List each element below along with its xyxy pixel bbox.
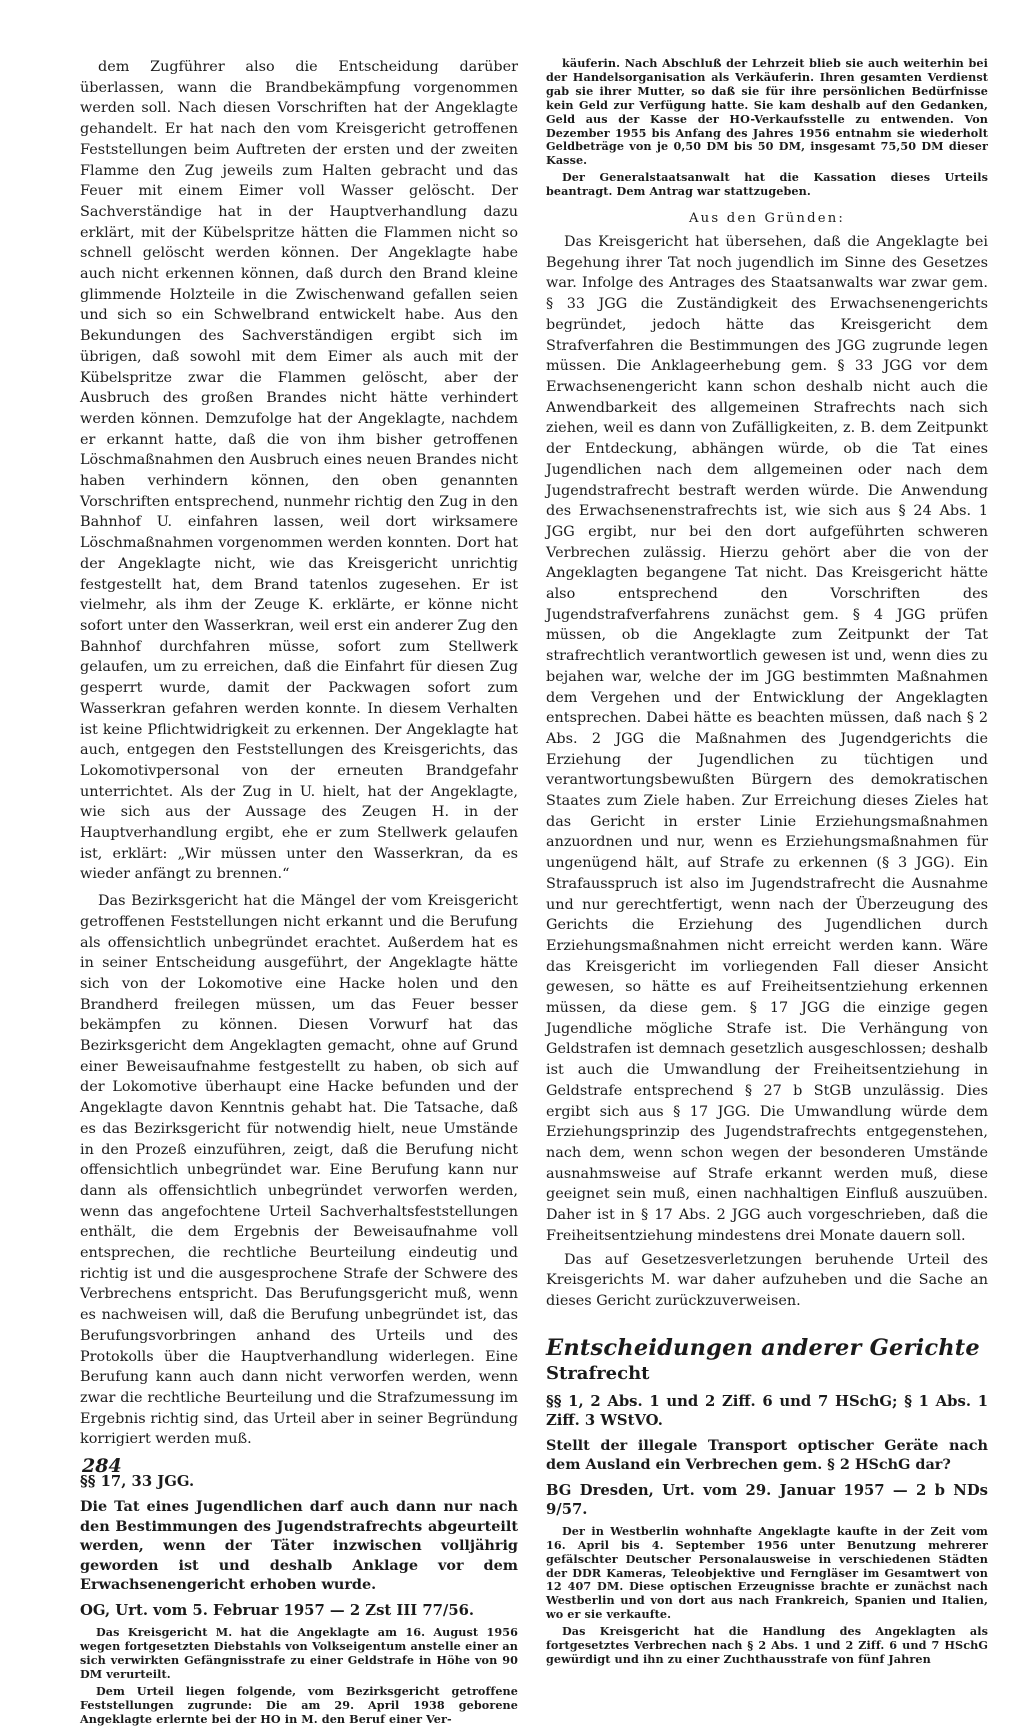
- case-facts-paragraph: Das Kreisgericht hat die Handlung des Angeklagten als fortgesetztes Verbrechen nach § 2 Abs. 1 und 2 Ziff. 6 und 7 HSchG gewürdigt und ihn zu einer Zuchthausstrafe von fünf Jahren: [546, 1624, 988, 1666]
- case-facts-paragraph: Der Generalstaatsanwalt hat die Kassation dieses Urteils beantragt. Dem Antrag war stattzugeben.: [546, 170, 988, 199]
- page-number: 284: [82, 1455, 122, 1477]
- statute-reference: §§ 17, 33 JGG.: [80, 1473, 195, 1491]
- subsection-title: Strafrecht: [546, 1362, 650, 1384]
- case-facts-paragraph: Der in Westberlin wohnhafte Angeklagte kaufte in der Zeit vom 16. April bis 4. September 1956 unter Benutzung mehrerer gefälschter Deutscher Personalausweise in verschiedenen Städten der DDR Kameras, Teleobjektive und Ferngläser im Gesamtwert von 12 407 DM. Diese optischen Erzeugnisse brachte er zunächst nach Westberlin und von dort aus nach Frankreich, Spanien und Italien, wo er sie verkaufte.: [546, 1523, 988, 1622]
- paragraph: Das Kreisgericht hat übersehen, daß die Angeklagte bei Begehung ihrer Tat noch jugendlich im Sinne des Gesetzes war. Infolge des Antrages des Staatsanwalts war zwar gem. § 33 JGG die Zuständigkeit des Erwachsenengerichts begründet, jedoch hätte das Kreisgericht dem Strafverfahren die Bestimmungen des JGG zugrunde legen müssen. Die Anklageerhebung gem. § 33 JGG vor dem Erwachsenengericht kann schon deshalb nicht auch die Anwendbarkeit des allgemeinen Strafrechts nach sich ziehen, weil es dann von Zufälligkeiten, z. B. dem Zeitpunkt der Entdeckung, abhängen würde, ob die Tat eines Jugendlichen nach dem allgemeinen oder nach dem Jugendstrafrecht bestraft werden würde. Die Anwendung des Erwachsenenstrafrechts ist, wie sich aus § 24 Abs. 1 JGG ergibt, nur bei den dort aufgeführten schweren Verbrechen zulässig. Hierzu gehört aber die von der Angeklagten begangene Tat nicht. Das Kreisgericht hätte also entsprechend den Vorschriften des Jugendstrafverfahrens zunächst gem. § 4 JGG prüfen müssen, ob die Angeklagte zum Zeitpunkt der Tat strafrechtlich verantwortlich gewesen ist und, wenn dies zu bejahen war, welche der im JGG bestimmten Maßnahmen dem Vergehen und der Entwicklung der Angeklagten entsprechen. Dabei hätte es beachten müssen, daß nach § 2 Abs. 2 JGG die Maßnahmen des Jugendgerichts die Erziehung der Jugendlichen zu tüchtigen und verantwortungsbewußten Bürgern des demokratischen Staates zum Ziele haben. Zur Erreichung dieses Zieles hat das Gericht in erster Linie Erziehungsmaßnahmen anzuordnen und nur, wenn es Erziehungsmaßnahmen für ungenügend hält, auf Strafe zu erkennen (§ 3 JGG). Ein Strafausspruch ist also im Jugendstrafrecht die Ausnahme und nur gerechtfertigt, wenn nach der Überzeugung des Gerichts die Erziehung des Jugendlichen durch Erziehungsmaßnahmen nicht erreicht werden kann. Wäre das Kreisgericht im vorliegenden Fall dieser Ansicht gewesen, so hätte es auf Freiheitsentziehung erkennen müssen, da diese gem. § 17 JGG die einzige gegen Jugendliche mögliche Strafe ist. Die Verhängung von Geldstrafen ist demnach gesetzlich ausgeschlossen; deshalb ist auch die Umwandlung der Freiheitsentziehung in Geldstrafe entsprechend § 27 b StGB unzulässig. Dies ergibt sich aus § 17 JGG. Die Umwandlung würde dem Erziehungsprinzip des Jugendstrafrechts entgegenstehen, nach dem, wenn schon wegen der besonderen Umstände ausnahmsweise auf Strafe erkannt werden muß, diese geeignet sein muß, einen nachhaltigen Einfluß auszuüben. Daher ist in § 17 Abs. 2 JGG auch vorgeschrieben, daß die Freiheitsentziehung mindestens drei Monate dauern soll.: [546, 234, 988, 1244]
- case-facts-paragraph: Dem Urteil liegen folgende, vom Bezirksgericht getroffene Feststellungen zugrunde: Die am 29. April 1938 geborene Angeklagte erlernte bei der HO in M. den Beruf einer Ver-: [80, 1683, 518, 1726]
- court-citation: OG, Urt. vom 5. Februar 1957 — 2 Zst III 77/56.: [80, 1602, 475, 1620]
- paragraph: Das Bezirksgericht hat die Mängel der vom Kreisgericht getroffenen Feststellungen nicht erkannt und die Berufung als offensichtlich unbegründet erachtet. Außerdem hat es in seiner Entscheidung ausgeführt, der Angeklagte hätte sich von der Lokomotive eine Hacke holen und den Brandherd freilegen müssen, um das Feuer besser bekämpfen zu können. Diesen Vorwurf hat das Bezirksgericht dem Angeklagten gemacht, ohne auf Grund einer Beweisaufnahme festgestellt zu haben, ob sich auf der Lokomotive überhaupt eine Hacke befunden und der Angeklagte davon Kenntnis gehabt hat. Die Tatsache, daß es das Bezirksgericht für notwendig hielt, neue Umstände in den Prozeß einzuführen, zeigt, daß die Berufung nicht offensichtlich unbegründet war. Eine Berufung kann nur dann als offensichtlich unbegründet verworfen werden, wenn das angefochtene Urteil Sachverhaltsfeststellungen enthält, die dem Ergebnis der Beweisaufnahme voll entsprechen, die rechtliche Beurteilung eindeutig und richtig ist und die ausgesprochene Strafe der Schwere des Verbrechens entspricht. Das Berufungsgericht muß, wenn es nachweisen will, daß die Berufung unbegründet ist, das Berufungsvorbringen anhand des Urteils und des Protokolls über die Hauptverhandlung widerlegen. Eine Berufung kann auch dann nicht verworfen werden, wenn zwar die rechtliche Beurteilung und die Strafzumessung im Ergebnis richtig sind, das Urteil aber in seiner Begründung korrigiert werden muß.: [80, 893, 518, 1448]
- reasons-heading: Aus den Gründen:: [688, 211, 846, 227]
- court-citation: BG Dresden, Urt. vom 29. Januar 1957 — 2 b NDs 9/57.: [546, 1481, 988, 1518]
- paragraph: Das auf Gesetzesverletzungen beruhende Urteil des Kreisgerichts M. war daher aufzuheben und die Sache an dieses Gericht zurückzuverweisen.: [546, 1251, 988, 1309]
- paragraph: dem Zugführer also die Entscheidung darüber überlassen, wann die Brandbekämpfung vorgenommen werden soll. Nach diesen Vorschriften hat der Angeklagte gehandelt. Er hat nach den vom Kreisgericht getroffenen Feststellungen beim Auftreten der ersten und der zweiten Flamme den Zug jeweils zum Halten gebracht und das Feuer mit einem Eimer voll Wasser gelöscht. Der Sachverständige hat in der Hauptverhandlung dazu erklärt, mit der Kübelspritze hätten die Flammen nicht so schnell gelöscht werden können. Der Angeklagte habe auch nicht erkennen können, daß durch den Brand kleine glimmende Holzteile in die Zwischenwand gefallen seien und sich so ein Schwelbrand entwickelt habe. Aus den Bekundungen des Sachverständigen ergibt sich im übrigen, daß sowohl mit dem Eimer als auch mit der Kübelspritze zwar die Flammen gelöscht, aber der Ausbruch des großen Brandes nicht hätte verhindert werden können. Demzufolge hat der Angeklagte, nachdem er erkannt hatte, daß die von ihm bisher getroffenen Löschmaßnahmen den Ausbruch eines neuen Brandes nicht haben verhindern können, den oben genannten Vorschriften entsprechend, nunmehr richtig den Zug in den Bahnhof U. einfahren lassen, weil dort wirksamere Löschmaßnahmen vorgenommen werden konnten. Dort hat der Angeklagte nicht, wie das Kreisgericht unrichtig festgestellt hat, dem Brand tatenlos zugesehen. Er ist vielmehr, als ihm der Zeuge K. erklärte, er könne nicht sofort unter den Wasserkran, weil erst ein anderer Zug den Bahnhof durchfahren müsse, sofort zum Stellwerk gelaufen, um zu erreichen, daß die Einfahrt für diesen Zug gesperrt wurde, damit der Packwagen sofort zum Wasserkran gefahren werden konnte. In diesem Verhalten ist keine Pflichtwidrigkeit zu erkennen. Der Angeklagte hat auch, entgegen den Feststellungen des Kreisgerichts, das Lokomotivpersonal von der erneuten Brandgefahr unterrichtet. Als der Zug in U. hielt, hat der Angeklagte, wie sich aus der Aussage des Zeugen H. in der Hauptverhandlung ergibt, ehe er zum Stellwerk gelaufen ist, erklärt: „Wir müssen unter den Wasserkran, da es wieder anfängt zu brennen.“: [80, 59, 519, 883]
- case-facts-paragraph: käuferin. Nach Abschluß der Lehrzeit blieb sie auch weiterhin bei der Handelsorganisation als Verkäuferin. Ihren gesamten Verdienst gab sie ihrer Mutter, so daß sie für ihre persönlichen Bedürfnisse kein Geld zur Verfügung hatte. Sie kam deshalb auf den Gedanken, Geld aus der Kasse der HO-Verkaufsstelle zu entwenden. Von Dezember 1955 bis Anfang des Jahres 1956 entnahm sie wiederholt Geldbeträge von je 0,50 DM bis 50 DM, insgesamt 75,50 DM dieser Kasse.: [546, 56, 988, 168]
- case-facts-paragraph: Das Kreisgericht M. hat die Angeklagte am 16. August 1956 wegen fortgesetzten Diebstahls von Volkseigentum anstelle einer an sich verwirkten Gefängnisstrafe zu einer Geldstrafe in Höhe von 90 DM verurteilt.: [80, 1625, 518, 1681]
- section-title: Entscheidungen anderer Gerichte: [546, 1334, 980, 1361]
- headnote: Die Tat eines Jugendlichen darf auch dann nur nach den Bestimmungen des Jugendstrafrechts abgeurteilt werden, wenn der Täter inzwischen volljährig geworden ist und deshalb Anklage vor dem Erwachsenengericht erhoben wurde.: [80, 1498, 518, 1594]
- headnote: Stellt der illegale Transport optischer Geräte nach dem Ausland ein Verbrechen gem. § 2 HSchG dar?: [546, 1436, 988, 1474]
- left-column: [80, 57, 518, 1726]
- statute-reference: §§ 1, 2 Abs. 1 und 2 Ziff. 6 und 7 HSchG; § 1 Abs. 1 Ziff. 3 WStVO.: [546, 1392, 988, 1429]
- right-column: [546, 57, 988, 1667]
